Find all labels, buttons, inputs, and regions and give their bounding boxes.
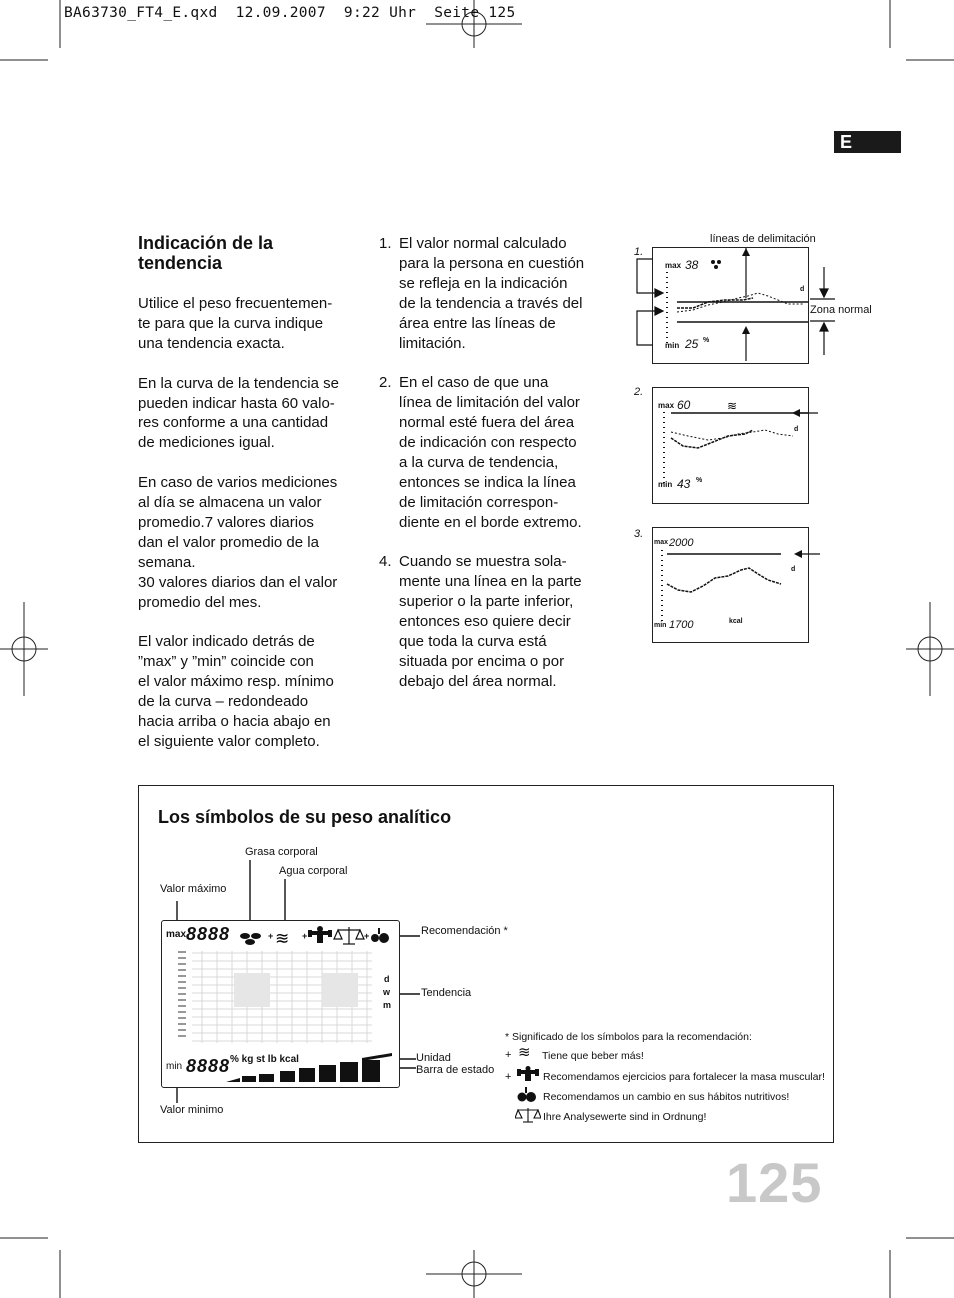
plus-sign: +	[505, 1049, 512, 1061]
label-boundary-lines: líneas de delimitación	[710, 233, 816, 245]
min-label: min	[665, 341, 680, 350]
step-number: 1.	[379, 235, 392, 252]
lcd-graphics	[162, 921, 399, 1087]
paragraph: El valor indicado detrás de ”max” y ”min” coincide con el valor máximo resp. mínimo de la curva – redondeado hacia arriba o hacia abajo en el siguiente valor completo.	[138, 633, 334, 750]
label-max-value: Valor máximo	[160, 883, 227, 895]
list-item	[503, 1066, 843, 1086]
trend-block	[234, 973, 270, 1007]
list-item	[379, 234, 599, 353]
symbols-title: Los símbolos de su peso analítico	[158, 807, 452, 827]
trend-column-markers	[178, 951, 186, 1037]
trend-diagram-3	[652, 527, 809, 643]
scale-icon	[334, 927, 364, 944]
period-label: d	[800, 286, 805, 293]
page-number: 125	[726, 1151, 823, 1214]
footnote-title: * Significado de los símbolos para la recomendación:	[505, 1031, 752, 1043]
diagram-1-annotations	[625, 255, 845, 365]
list-item	[503, 1043, 843, 1066]
paragraph: Utilice el peso frecuentemen- te para que la curva indique una tendencia exacta.	[138, 295, 333, 352]
file-header: BA63730_FT4_E.qxd 12.09.2007 9:22 Uhr Seite 125	[64, 5, 516, 21]
paragraph: En caso de varios mediciones al día se almacena un valor promedio.7 valores diarios dan el valor promedio de la semana. 30 valores diarios dan el valor promedio del mes.	[138, 474, 338, 611]
footnote-text: Recomendamos un cambio en sus hábitos nutritivos!	[543, 1091, 790, 1103]
lcd-min-digits: 8888	[186, 1056, 231, 1076]
trend-diagram-2	[652, 387, 809, 504]
max-label: max	[658, 401, 675, 410]
section-title	[138, 233, 358, 273]
section-tendency	[138, 233, 358, 772]
step-number: 2.	[379, 374, 392, 392]
diagram-1-index: 1.	[634, 246, 644, 258]
diagram-2-arrow	[790, 406, 820, 420]
label-recommendation: Recomendación *	[421, 925, 508, 937]
diagram-2-index: 2.	[634, 386, 644, 398]
section-title-line1: Indicación de la	[138, 233, 274, 253]
list-item	[503, 1086, 843, 1106]
list-item	[379, 373, 599, 532]
label-body-water: Agua corporal	[279, 865, 348, 877]
steps-list	[379, 234, 599, 712]
lcd-display	[161, 920, 400, 1088]
trend-block	[322, 973, 358, 1007]
unit-label: %	[703, 337, 710, 344]
max-value: 60	[677, 398, 691, 412]
footnote-text: Ihre Analysewerte sind in Ordnung!	[543, 1111, 707, 1123]
nutrition-icon	[517, 1087, 537, 1103]
trend-plot	[653, 388, 808, 503]
section-title-line2: tendencia	[138, 253, 223, 273]
label-trend: Tendencia	[421, 987, 472, 999]
unit-label: kcal	[729, 618, 743, 625]
period-label: d	[791, 566, 796, 573]
period-week: w	[383, 987, 391, 997]
step-text: El valor normal calculado para la persona en cuestión se refleja en la indicación de la tendencia a través del área entre las líneas de limitación.	[399, 235, 585, 352]
max-label: max	[665, 261, 682, 270]
label-status-bar: Barra de estado	[416, 1064, 495, 1076]
body-water-icon: ≋	[275, 929, 290, 949]
lcd-max-digits: 8888	[186, 924, 231, 944]
min-value: 1700	[669, 619, 694, 631]
plus-sign: +	[364, 931, 370, 941]
footnote-list	[503, 1043, 843, 1126]
water-icon: ≋	[518, 1043, 531, 1061]
max-value: 38	[685, 258, 699, 272]
scale-icon	[515, 1107, 541, 1123]
footnote-text: Recomendamos ejercicios para fortalecer la masa muscular!	[543, 1071, 825, 1083]
min-value: 43	[677, 477, 691, 491]
language-tab: E	[834, 131, 901, 153]
unit-label: %	[696, 477, 703, 484]
step-text: En el caso de que una línea de limitación del valor normal esté fuera del área de indicación con respecto a la curva de tendencia, entonces se indica la línea de limitación correspon- diente en el borde extremo.	[399, 374, 582, 531]
paragraph: En la curva de la tendencia se pueden indicar hasta 60 valo- res conforme a una cantidad de mediciones igual.	[138, 374, 339, 452]
nutrition-icon	[371, 928, 389, 943]
step-number: 4.	[379, 553, 392, 571]
min-label: min	[654, 622, 667, 629]
period-label: d	[794, 426, 799, 433]
trend-plot	[653, 528, 808, 642]
period-day: d	[384, 974, 390, 984]
status-bar	[226, 1053, 392, 1082]
diagram-3-index: 3.	[634, 528, 644, 540]
footnote-text: Tiene que beber más!	[542, 1050, 644, 1062]
plus-sign: +	[302, 931, 308, 941]
label-body-fat: Grasa corporal	[245, 846, 318, 858]
body-fat-icon	[240, 933, 261, 945]
lcd-units: % kg st lb kcal	[230, 1054, 299, 1065]
max-label: max	[654, 539, 669, 546]
list-item	[503, 1106, 843, 1126]
water-icon: ≋	[727, 399, 738, 413]
lcd-max-label: max	[166, 929, 187, 940]
list-item	[379, 552, 599, 691]
lcd-min-label: min	[166, 1061, 183, 1072]
diagram-3-arrow	[792, 547, 822, 561]
label-normal-zone: Zona normal	[810, 304, 872, 316]
plus-sign: +	[505, 1071, 512, 1083]
section-body	[138, 294, 358, 752]
step-text: Cuando se muestra sola- mente una línea en la parte superior o la parte inferior, entonces eso quiere decir que toda la curva está situada por encima o por debajo del área normal.	[399, 553, 582, 690]
max-value: 2000	[669, 537, 694, 549]
label-unit: Unidad	[416, 1052, 451, 1064]
period-month: m	[383, 1000, 392, 1010]
label-min-value: Valor minimo	[160, 1104, 224, 1116]
min-value: 25	[685, 337, 699, 351]
muscle-icon	[308, 926, 332, 943]
plus-sign: +	[268, 931, 274, 941]
muscle-icon	[517, 1066, 539, 1082]
min-label: min	[658, 480, 673, 489]
